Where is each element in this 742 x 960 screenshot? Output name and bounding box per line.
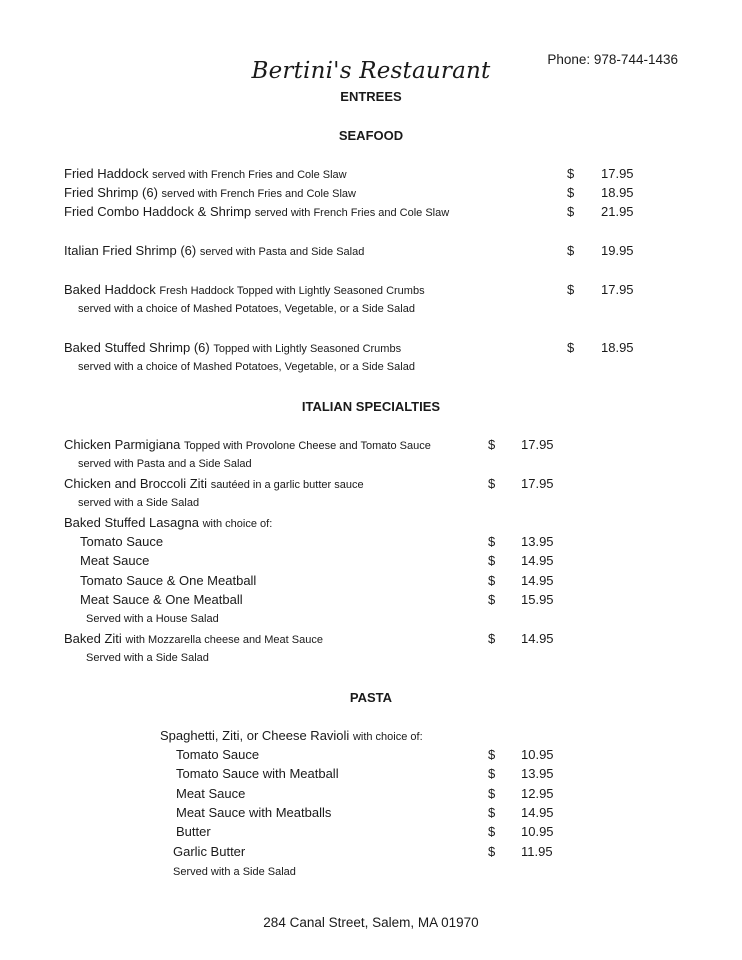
item-name: Chicken Parmigiana [64,437,181,452]
seafood-heading: SEAFOOD [338,128,404,143]
menu-item [64,476,364,491]
option-price: 15.95 [521,592,554,607]
item-name: Baked Stuffed Shrimp (6) [64,340,210,355]
item-description: with Mozzarella cheese and Meat Sauce [125,634,323,646]
item-price: 18.95 [601,185,634,200]
item-name: Fried Shrimp (6) [64,185,158,200]
option-price: 14.95 [521,805,554,820]
item-description: served with Pasta and Side Salad [199,246,365,258]
item-note: Served with a House Salad [86,613,219,625]
option-name: Garlic Butter [173,844,246,859]
currency-symbol: $ [567,166,575,181]
item-price: 19.95 [601,243,634,258]
item-description: with choice of: [352,731,423,743]
menu-item [64,631,323,646]
menu-item [64,282,425,297]
item-price: 17.95 [521,437,554,452]
item-price: 17.95 [601,282,634,297]
item-name: Baked Haddock [64,282,156,297]
menu-item [64,515,272,530]
item-note: Served with a Side Salad [86,652,209,664]
option-price: 10.95 [521,747,554,762]
phone-number: Phone: 978-744-1436 [547,52,678,67]
option-price: 14.95 [521,553,554,568]
menu-item [64,204,449,219]
item-description: with choice of: [202,518,273,530]
option-price: 11.95 [521,844,553,859]
currency-symbol: $ [488,437,496,452]
option-name: Meat Sauce with Meatballs [176,805,332,820]
restaurant-name: Bertini's Restaurant [251,58,491,84]
item-name: Fried Haddock [64,166,149,181]
option-price: 10.95 [521,824,554,839]
entrees-heading: ENTREES [340,89,402,104]
currency-symbol: $ [488,786,496,801]
option-price: 12.95 [521,786,554,801]
currency-symbol: $ [567,282,575,297]
currency-symbol: $ [488,573,496,588]
item-description: Topped with Lightly Seasoned Crumbs [213,343,402,355]
currency-symbol: $ [567,243,575,258]
currency-symbol: $ [488,824,496,839]
option-name: Tomato Sauce [176,747,260,762]
item-name: Baked Ziti [64,631,122,646]
item-note: served with a Side Salad [78,497,200,509]
item-note: served with a choice of Mashed Potatoes, Vegetable, or a Side Salad [78,303,415,315]
currency-symbol: $ [567,340,575,355]
currency-symbol: $ [488,747,496,762]
menu-item [64,340,401,355]
item-name: Spaghetti, Ziti, or Cheese Ravioli [160,728,350,743]
currency-symbol: $ [567,204,575,219]
option-name: Meat Sauce [176,786,246,801]
option-name: Tomato Sauce & One Meatball [80,573,257,588]
menu-item [64,437,431,452]
option-name: Butter [176,824,211,839]
item-description: served with French Fries and Cole Slaw [254,207,450,219]
option-name: Meat Sauce & One Meatball [80,592,243,607]
item-description: Topped with Provolone Cheese and Tomato Sauce [183,440,431,452]
item-price: 17.95 [601,166,634,181]
option-name: Meat Sauce [80,553,150,568]
option-price: 14.95 [521,573,554,588]
option-price: 13.95 [521,766,554,781]
item-price: 17.95 [521,476,554,491]
currency-symbol: $ [488,805,496,820]
currency-symbol: $ [567,185,575,200]
item-description: Fresh Haddock Topped with Lightly Seasoned Crumbs [159,285,425,297]
option-name: Tomato Sauce with Meatball [176,766,339,781]
currency-symbol: $ [488,553,496,568]
item-description: served with French Fries and Cole Slaw [161,188,356,200]
currency-symbol: $ [488,534,496,549]
item-price: 14.95 [521,631,554,646]
item-note: Served with a Side Salad [173,866,296,878]
menu-item [64,166,347,181]
item-price: 21.95 [601,204,634,219]
item-name: Chicken and Broccoli Ziti [64,476,208,491]
item-description: sautéed in a garlic butter sauce [210,479,364,491]
menu-item [160,728,423,743]
currency-symbol: $ [488,766,496,781]
menu-item [64,243,364,258]
currency-symbol: $ [488,592,496,607]
currency-symbol: $ [488,631,496,646]
currency-symbol: $ [488,844,496,859]
item-description: served with French Fries and Cole Slaw [152,169,347,181]
pasta-heading: PASTA [349,690,393,705]
italian-heading: ITALIAN SPECIALTIES [301,399,441,414]
item-name: Baked Stuffed Lasagna [64,515,199,530]
menu-item [64,185,356,200]
address: 284 Canal Street, Salem, MA 01970 [263,915,479,930]
item-note: served with a choice of Mashed Potatoes, Vegetable, or a Side Salad [78,361,415,373]
item-price: 18.95 [601,340,634,355]
currency-symbol: $ [488,476,496,491]
item-name: Fried Combo Haddock & Shrimp [64,204,252,219]
option-price: 13.95 [521,534,554,549]
item-name: Italian Fried Shrimp (6) [64,243,197,258]
item-note: served with Pasta and a Side Salad [78,458,252,470]
option-name: Tomato Sauce [80,534,164,549]
